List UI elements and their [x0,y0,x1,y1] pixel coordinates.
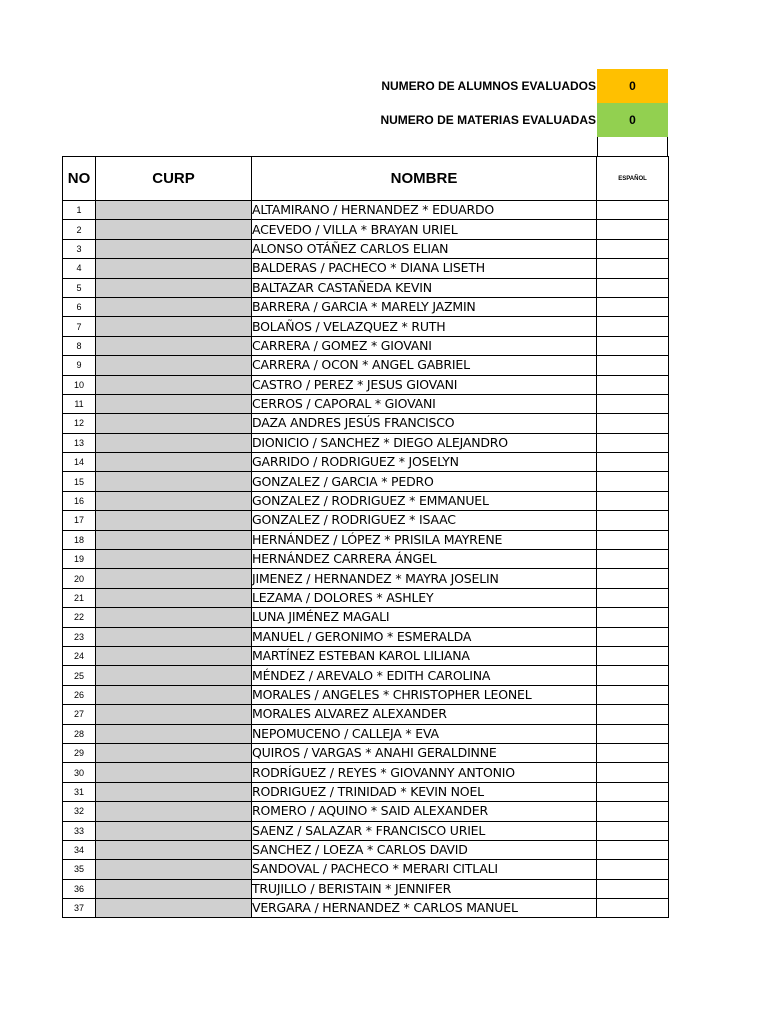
table-row [63,259,669,278]
table-row [63,840,669,859]
row-number-cell: 20 [63,569,96,588]
espanol-grade-cell[interactable] [597,899,669,918]
student-name-cell[interactable]: CASTRO / PEREZ * JESUS GIOVANI [252,375,597,394]
curp-cell[interactable] [96,453,252,472]
table-header-row [63,157,669,201]
row-number-cell: 23 [63,627,96,646]
espanol-grade-cell[interactable] [597,297,669,316]
curp-cell[interactable] [96,588,252,607]
student-name-cell[interactable]: MÉNDEZ / AREVALO * EDITH CAROLINA [252,666,597,685]
espanol-grade-cell[interactable] [597,840,669,859]
row-number-cell: 5 [63,278,96,297]
curp-cell[interactable] [96,802,252,821]
student-name-cell[interactable]: SANDOVAL / PACHECO * MERARI CITLALI [252,860,597,879]
table-row [63,705,669,724]
curp-cell[interactable] [96,511,252,530]
table-row [63,550,669,569]
column-header-nombre: NOMBRE [252,157,597,201]
espanol-grade-cell[interactable] [597,550,669,569]
table-row [63,588,669,607]
row-number-cell: 13 [63,433,96,452]
espanol-grade-cell[interactable] [597,569,669,588]
curp-cell[interactable] [96,627,252,646]
table-row [63,782,669,801]
row-number-cell: 3 [63,239,96,258]
table-row [63,511,669,530]
curp-cell[interactable] [96,530,252,549]
student-name-cell[interactable]: MANUEL / GERONIMO * ESMERALDA [252,627,597,646]
espanol-grade-cell[interactable] [597,763,669,782]
espanol-grade-cell[interactable] [597,860,669,879]
curp-cell[interactable] [96,336,252,355]
row-number-cell: 4 [63,259,96,278]
curp-cell[interactable] [96,201,252,220]
espanol-grade-cell[interactable] [597,201,669,220]
table-row [63,297,669,316]
curp-cell[interactable] [96,220,252,239]
row-number-cell: 34 [63,840,96,859]
table-body [63,201,669,918]
row-number-cell: 2 [63,220,96,239]
row-number-cell: 16 [63,491,96,510]
row-number-cell: 28 [63,724,96,743]
row-number-cell: 7 [63,317,96,336]
table-row [63,899,669,918]
curp-cell[interactable] [96,782,252,801]
student-name-cell[interactable]: BALDERAS / PACHECO * DIANA LISETH [252,259,597,278]
espanol-grade-cell[interactable] [597,705,669,724]
table-row [63,414,669,433]
curp-cell[interactable] [96,840,252,859]
espanol-grade-cell[interactable] [597,588,669,607]
curp-cell[interactable] [96,821,252,840]
column-header-espanol: ESPAÑOL [597,157,669,201]
student-name-cell[interactable]: DIONICIO / SANCHEZ * DIEGO ALEJANDRO [252,433,597,452]
espanol-grade-cell[interactable] [597,511,669,530]
espanol-grade-cell[interactable] [597,743,669,762]
student-name-cell[interactable]: BALTAZAR CASTAÑEDA KEVIN [252,278,597,297]
curp-cell[interactable] [96,472,252,491]
table-row [63,724,669,743]
espanol-grade-cell[interactable] [597,220,669,239]
espanol-grade-cell[interactable] [597,802,669,821]
espanol-grade-cell[interactable] [597,356,669,375]
student-name-cell[interactable]: BARRERA / GARCIA * MARELY JAZMIN [252,297,597,316]
row-number-cell: 25 [63,666,96,685]
table-row [63,433,669,452]
table-row [63,608,669,627]
materias-evaluadas-value[interactable]: 0 [597,103,668,137]
student-name-cell[interactable]: ROMERO / AQUINO * SAID ALEXANDER [252,802,597,821]
student-name-cell[interactable]: NEPOMUCENO / CALLEJA * EVA [252,724,597,743]
row-number-cell: 19 [63,550,96,569]
row-number-cell: 26 [63,685,96,704]
curp-cell[interactable] [96,259,252,278]
row-number-cell: 35 [63,860,96,879]
espanol-grade-cell[interactable] [597,491,669,510]
espanol-grade-cell[interactable] [597,724,669,743]
row-number-cell: 15 [63,472,96,491]
row-number-cell: 10 [63,375,96,394]
student-name-cell[interactable]: LUNA JIMÉNEZ MAGALI [252,608,597,627]
espanol-grade-cell[interactable] [597,375,669,394]
row-number-cell: 9 [63,356,96,375]
student-name-cell[interactable]: CARRERA / GOMEZ * GIOVANI [252,336,597,355]
espanol-grade-cell[interactable] [597,472,669,491]
student-name-cell[interactable]: SAENZ / SALAZAR * FRANCISCO URIEL [252,821,597,840]
table-row [63,453,669,472]
row-number-cell: 8 [63,336,96,355]
row-number-cell: 14 [63,453,96,472]
student-name-cell[interactable]: GONZALEZ / RODRIGUEZ * ISAAC [252,511,597,530]
espanol-grade-cell[interactable] [597,821,669,840]
curp-cell[interactable] [96,375,252,394]
curp-cell[interactable] [96,879,252,898]
espanol-grade-cell[interactable] [597,278,669,297]
espanol-grade-cell[interactable] [597,608,669,627]
student-name-cell[interactable]: ACEVEDO / VILLA * BRAYAN URIEL [252,220,597,239]
espanol-grade-cell[interactable] [597,259,669,278]
table-row [63,201,669,220]
student-name-cell[interactable]: DAZA ANDRES JESÚS FRANCISCO [252,414,597,433]
espanol-grade-cell[interactable] [597,239,669,258]
curp-cell[interactable] [96,743,252,762]
row-number-cell: 22 [63,608,96,627]
row-number-cell: 36 [63,879,96,898]
alumnos-evaluados-value[interactable]: 0 [597,69,668,103]
table-row [63,569,669,588]
table-row [63,472,669,491]
student-name-cell[interactable]: GARRIDO / RODRIGUEZ * JOSELYN [252,453,597,472]
column-header-no: NO [63,157,96,201]
row-number-cell: 37 [63,899,96,918]
row-number-cell: 27 [63,705,96,724]
row-number-cell: 11 [63,394,96,413]
espanol-grade-cell[interactable] [597,530,669,549]
student-name-cell[interactable]: ALTAMIRANO / HERNANDEZ * EDUARDO [252,201,597,220]
table-row [63,278,669,297]
student-name-cell[interactable]: RODRÍGUEZ / REYES * GIOVANNY ANTONIO [252,763,597,782]
student-name-cell[interactable]: MORALES / ANGELES * CHRISTOPHER LEONEL [252,685,597,704]
student-name-cell[interactable]: GONZALEZ / GARCIA * PEDRO [252,472,597,491]
espanol-grade-cell[interactable] [597,414,669,433]
espanol-grade-cell[interactable] [597,627,669,646]
table-row [63,336,669,355]
table-row [63,763,669,782]
curp-cell[interactable] [96,705,252,724]
curp-cell[interactable] [96,550,252,569]
student-name-cell[interactable]: CARRERA / OCON * ANGEL GABRIEL [252,356,597,375]
curp-cell[interactable] [96,317,252,336]
alumnos-evaluados-row [0,69,768,103]
student-name-cell[interactable]: RODRIGUEZ / TRINIDAD * KEVIN NOEL [252,782,597,801]
curp-cell[interactable] [96,860,252,879]
table-row [63,743,669,762]
row-number-cell: 21 [63,588,96,607]
curp-cell[interactable] [96,491,252,510]
curp-cell[interactable] [96,239,252,258]
student-name-cell[interactable]: JIMENEZ / HERNANDEZ * MAYRA JOSELIN [252,569,597,588]
espanol-header-stub [597,137,668,156]
curp-cell[interactable] [96,763,252,782]
row-number-cell: 17 [63,511,96,530]
table-row [63,646,669,665]
row-number-cell: 6 [63,297,96,316]
materias-evaluadas-label: NUMERO DE MATERIAS EVALUADAS [380,113,596,127]
table-row [63,375,669,394]
row-number-cell: 1 [63,201,96,220]
row-number-cell: 33 [63,821,96,840]
espanol-grade-cell[interactable] [597,666,669,685]
espanol-grade-cell[interactable] [597,453,669,472]
curp-cell[interactable] [96,278,252,297]
student-name-cell[interactable]: QUIROS / VARGAS * ANAHI GERALDINNE [252,743,597,762]
student-name-cell[interactable]: MORALES ALVAREZ ALEXANDER [252,705,597,724]
student-name-cell[interactable]: MARTÍNEZ ESTEBAN KAROL LILIANA [252,646,597,665]
row-number-cell: 32 [63,802,96,821]
espanol-grade-cell[interactable] [597,394,669,413]
curp-cell[interactable] [96,297,252,316]
row-number-cell: 18 [63,530,96,549]
table-row [63,879,669,898]
materias-evaluadas-row [0,103,768,137]
espanol-grade-cell[interactable] [597,782,669,801]
student-name-cell[interactable]: SANCHEZ / LOEZA * CARLOS DAVID [252,840,597,859]
alumnos-evaluados-label: NUMERO DE ALUMNOS EVALUADOS [381,79,596,93]
curp-cell[interactable] [96,899,252,918]
table-row [63,802,669,821]
table-row [63,356,669,375]
row-number-cell: 29 [63,743,96,762]
table-row [63,666,669,685]
student-name-cell[interactable]: BOLAÑOS / VELAZQUEZ * RUTH [252,317,597,336]
espanol-grade-cell[interactable] [597,879,669,898]
table-row [63,530,669,549]
espanol-grade-cell[interactable] [597,685,669,704]
row-number-cell: 30 [63,763,96,782]
curp-cell[interactable] [96,433,252,452]
column-header-curp: CURP [96,157,252,201]
student-table [62,156,669,918]
curp-cell[interactable] [96,608,252,627]
table-row [63,317,669,336]
table-row [63,220,669,239]
curp-cell[interactable] [96,569,252,588]
student-name-cell[interactable]: HERNÁNDEZ CARRERA ÁNGEL [252,550,597,569]
row-number-cell: 31 [63,782,96,801]
curp-cell[interactable] [96,414,252,433]
student-name-cell[interactable]: CERROS / CAPORAL * GIOVANI [252,394,597,413]
row-number-cell: 24 [63,646,96,665]
curp-cell[interactable] [96,724,252,743]
espanol-grade-cell[interactable] [597,317,669,336]
curp-cell[interactable] [96,646,252,665]
curp-cell[interactable] [96,666,252,685]
table-row [63,239,669,258]
espanol-grade-cell[interactable] [597,646,669,665]
table-row [63,685,669,704]
espanol-grade-cell[interactable] [597,433,669,452]
espanol-grade-cell[interactable] [597,336,669,355]
student-name-cell[interactable]: ALONSO OTÁÑEZ CARLOS ELIAN [252,239,597,258]
student-name-cell[interactable]: TRUJILLO / BERISTAIN * JENNIFER [252,879,597,898]
curp-cell[interactable] [96,394,252,413]
curp-cell[interactable] [96,685,252,704]
table-row [63,821,669,840]
student-name-cell[interactable]: LEZAMA / DOLORES * ASHLEY [252,588,597,607]
student-name-cell[interactable]: VERGARA / HERNANDEZ * CARLOS MANUEL [252,899,597,918]
table-row [63,860,669,879]
student-name-cell[interactable]: GONZALEZ / RODRIGUEZ * EMMANUEL [252,491,597,510]
table-row [63,491,669,510]
row-number-cell: 12 [63,414,96,433]
table-row [63,627,669,646]
student-name-cell[interactable]: HERNÁNDEZ / LÓPEZ * PRISILA MAYRENE [252,530,597,549]
curp-cell[interactable] [96,356,252,375]
table-row [63,394,669,413]
